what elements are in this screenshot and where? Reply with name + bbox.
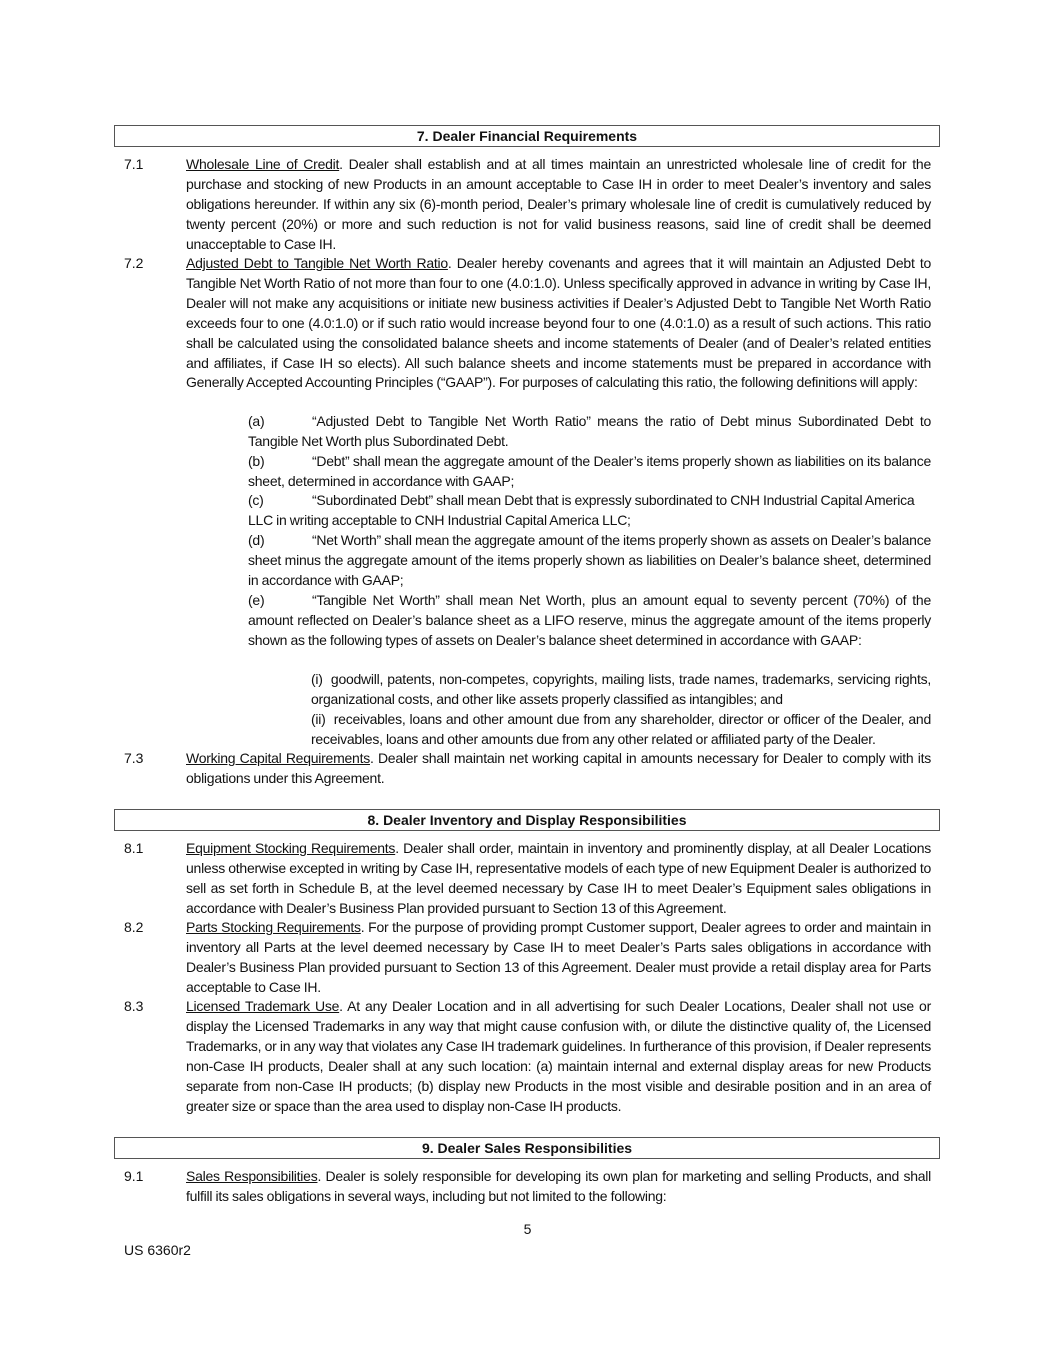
definition-c xyxy=(248,491,931,531)
definition-text: receivables, loans and other amount due from any shareholder, director or officer of the Dealer, and receivables, loans and other amounts due from any other related or affiliated party of the Dealer. xyxy=(311,711,931,747)
clause-heading: Parts Stocking Requirements xyxy=(186,919,361,935)
definition-label: (i) xyxy=(311,671,323,687)
page-number: 5 xyxy=(523,1221,532,1237)
clause-heading: Wholesale Line of Credit xyxy=(186,156,340,172)
definition-label: (c) xyxy=(248,492,264,508)
clause-body xyxy=(186,997,931,1116)
definition-text: “Net Worth” shall mean the aggregate amount of the items properly shown as assets on Dealer’s balance sheet minus the aggregate amount of the items properly shown as liabilities on Dealer’s balance sheet, determined in accordance with GAAP; xyxy=(248,532,931,588)
clause-heading: Adjusted Debt to Tangible Net Worth Ratio xyxy=(186,255,448,271)
definition-label: (e) xyxy=(248,592,265,608)
definition-a xyxy=(248,412,931,452)
definition-text: goodwill, patents, non-competes, copyrights, mailing lists, trade names, trademarks, servicing rights, organizational costs, and other like assets properly classified as intangibles; and xyxy=(311,671,932,707)
definition-text: “Debt” shall mean the aggregate amount of the Dealer’s items properly shown as liabilities on its balance sheet, determined in accordance with GAAP; xyxy=(248,453,931,489)
clause-heading: Sales Responsibilities xyxy=(186,1168,318,1184)
clause-heading: Licensed Trademark Use xyxy=(186,998,340,1014)
clause-body xyxy=(186,918,931,998)
section-8-header: 8. Dealer Inventory and Display Responsibilities xyxy=(114,809,940,831)
clause-text: . Dealer shall order, maintain in inventory and prominently display, at all Dealer Locations unless otherwise excepted in writing by Case IH, representative models of each type of new Equipment Dealer is authorized to sell as set forth in Schedule B, at the level deemed necessary by Case IH to meet Dealer’s Equipment sales obligations in accordance with Dealer’s Business Plan provided pursuant to Section 13 of this Agreement. xyxy=(186,840,932,916)
clause-text: . Dealer is solely responsible for developing its own plan for marketing and selling Products, and shall fulfill its sales obligations in several ways, including but not limited to the following: xyxy=(186,1168,931,1204)
definition-label: (ii) xyxy=(311,711,326,727)
section-9-header: 9. Dealer Sales Responsibilities xyxy=(114,1137,940,1159)
clause-heading: Working Capital Requirements xyxy=(186,750,370,766)
clause-number: 7.2 xyxy=(124,255,144,271)
clause-text: . Dealer hereby covenants and agrees that it will maintain an Adjusted Debt to Tangible Net Worth Ratio of not more than four to one (4.0:1.0). Unless specifically approved in advance in writing by Case IH, Dealer will not make any acquisitions or initiate new business activities if Dealer’s Adjusted Debt to Tangible Net Worth Ratio exceeds four to one (4.0:1.0) or if such ratio would increase beyond four to one (4.0:1.0) as a result of such actions. This ratio shall be calculated using the consolidated balance sheets and income statements of Dealer (and of Dealer’s related entities and affiliates, if Case IH so elects). All such balance sheets and income statements must be prepared in accordance with Generally Accepted Accounting Principles (“GAAP”). For purposes of calculating this ratio, the following definitions will apply: xyxy=(186,255,931,391)
clause-number: 8.3 xyxy=(124,998,144,1014)
definition-label: (d) xyxy=(248,532,265,548)
document-id: US 6360r2 xyxy=(124,1242,191,1258)
clause-body xyxy=(186,1167,931,1207)
clause-body xyxy=(186,254,931,393)
clause-number: 9.1 xyxy=(124,1168,144,1184)
definition-text: “Tangible Net Worth” shall mean Net Worth, plus an amount equal to seventy percent (70%) of the amount reflected on Dealer’s balance sheet as a LIFO reserve, minus the aggregate amount of the items properly shown as the following types of assets on Dealer’s balance sheet determined in accordance with GAAP: xyxy=(248,592,931,648)
clause-body xyxy=(186,155,931,255)
section-7-header: 7. Dealer Financial Requirements xyxy=(114,125,940,147)
clause-text: . At any Dealer Location and in all advertising for such Dealer Locations, Dealer shall not use or display the Licensed Trademarks in any way that might cause confusion with, or dilute the distinctive quality of, the Licensed Trademarks, or in any way that violates any Case IH trademark guidelines. In furtherance of this provision, if Dealer represents non-Case IH products, Dealer shall at any such location: (a) maintain internal and external display areas for new Products separate from non-Case IH products; (b) display new Products in the most visible and desirable position and in an area of greater size or space than the area used to display non-Case IH products. xyxy=(186,998,931,1114)
definition-text: “Adjusted Debt to Tangible Net Worth Ratio” means the ratio of Debt minus Subordinated Debt to Tangible Net Worth plus Subordinated Debt. xyxy=(248,413,931,449)
clause-number: 7.1 xyxy=(124,156,144,172)
clause-text: . For the purpose of providing prompt Customer support, Dealer agrees to order and maintain in inventory all Parts at the level deemed necessary by Case IH to meet Dealer’s Parts sales obligations in accordance with Dealer’s Business Plan provided pursuant to Section 13 of this Agreement. Dealer must provide a retail display area for Parts acceptable to Case IH. xyxy=(186,919,931,995)
clause-number: 8.1 xyxy=(124,840,144,856)
clause-heading: Equipment Stocking Requirements xyxy=(186,840,396,856)
clause-number: 8.2 xyxy=(124,919,144,935)
definition-d xyxy=(248,531,931,591)
definition-label: (b) xyxy=(248,453,265,469)
clause-number: 7.3 xyxy=(124,750,144,766)
definition-b xyxy=(248,452,931,492)
definition-e-ii xyxy=(311,710,931,750)
definition-e xyxy=(248,591,931,651)
clause-body xyxy=(186,749,931,789)
clause-text: . Dealer shall maintain net working capital in amounts necessary for Dealer to comply with its obligations under this Agreement. xyxy=(186,750,931,786)
clause-body xyxy=(186,839,931,919)
definition-e-i xyxy=(311,670,931,710)
definition-text: “Subordinated Debt” shall mean Debt that is expressly subordinated to CNH Industrial Capital America LLC in writing acceptable to CNH Industrial Capital America LLC; xyxy=(248,492,915,528)
definition-label: (a) xyxy=(248,413,265,429)
clause-text: . Dealer shall establish and at all times maintain an unrestricted wholesale line of credit for the purchase and stocking of new Products in an amount acceptable to Case IH in order to meet Dealer’s inventory and sales obligations hereunder. If within any six (6)-month period, Dealer’s primary wholesale line of credit is cumulatively reduced by twenty percent (20%) or more and such reduction is not for valid business reasons, said line of credit shall be deemed unacceptable to Case IH. xyxy=(186,156,932,252)
